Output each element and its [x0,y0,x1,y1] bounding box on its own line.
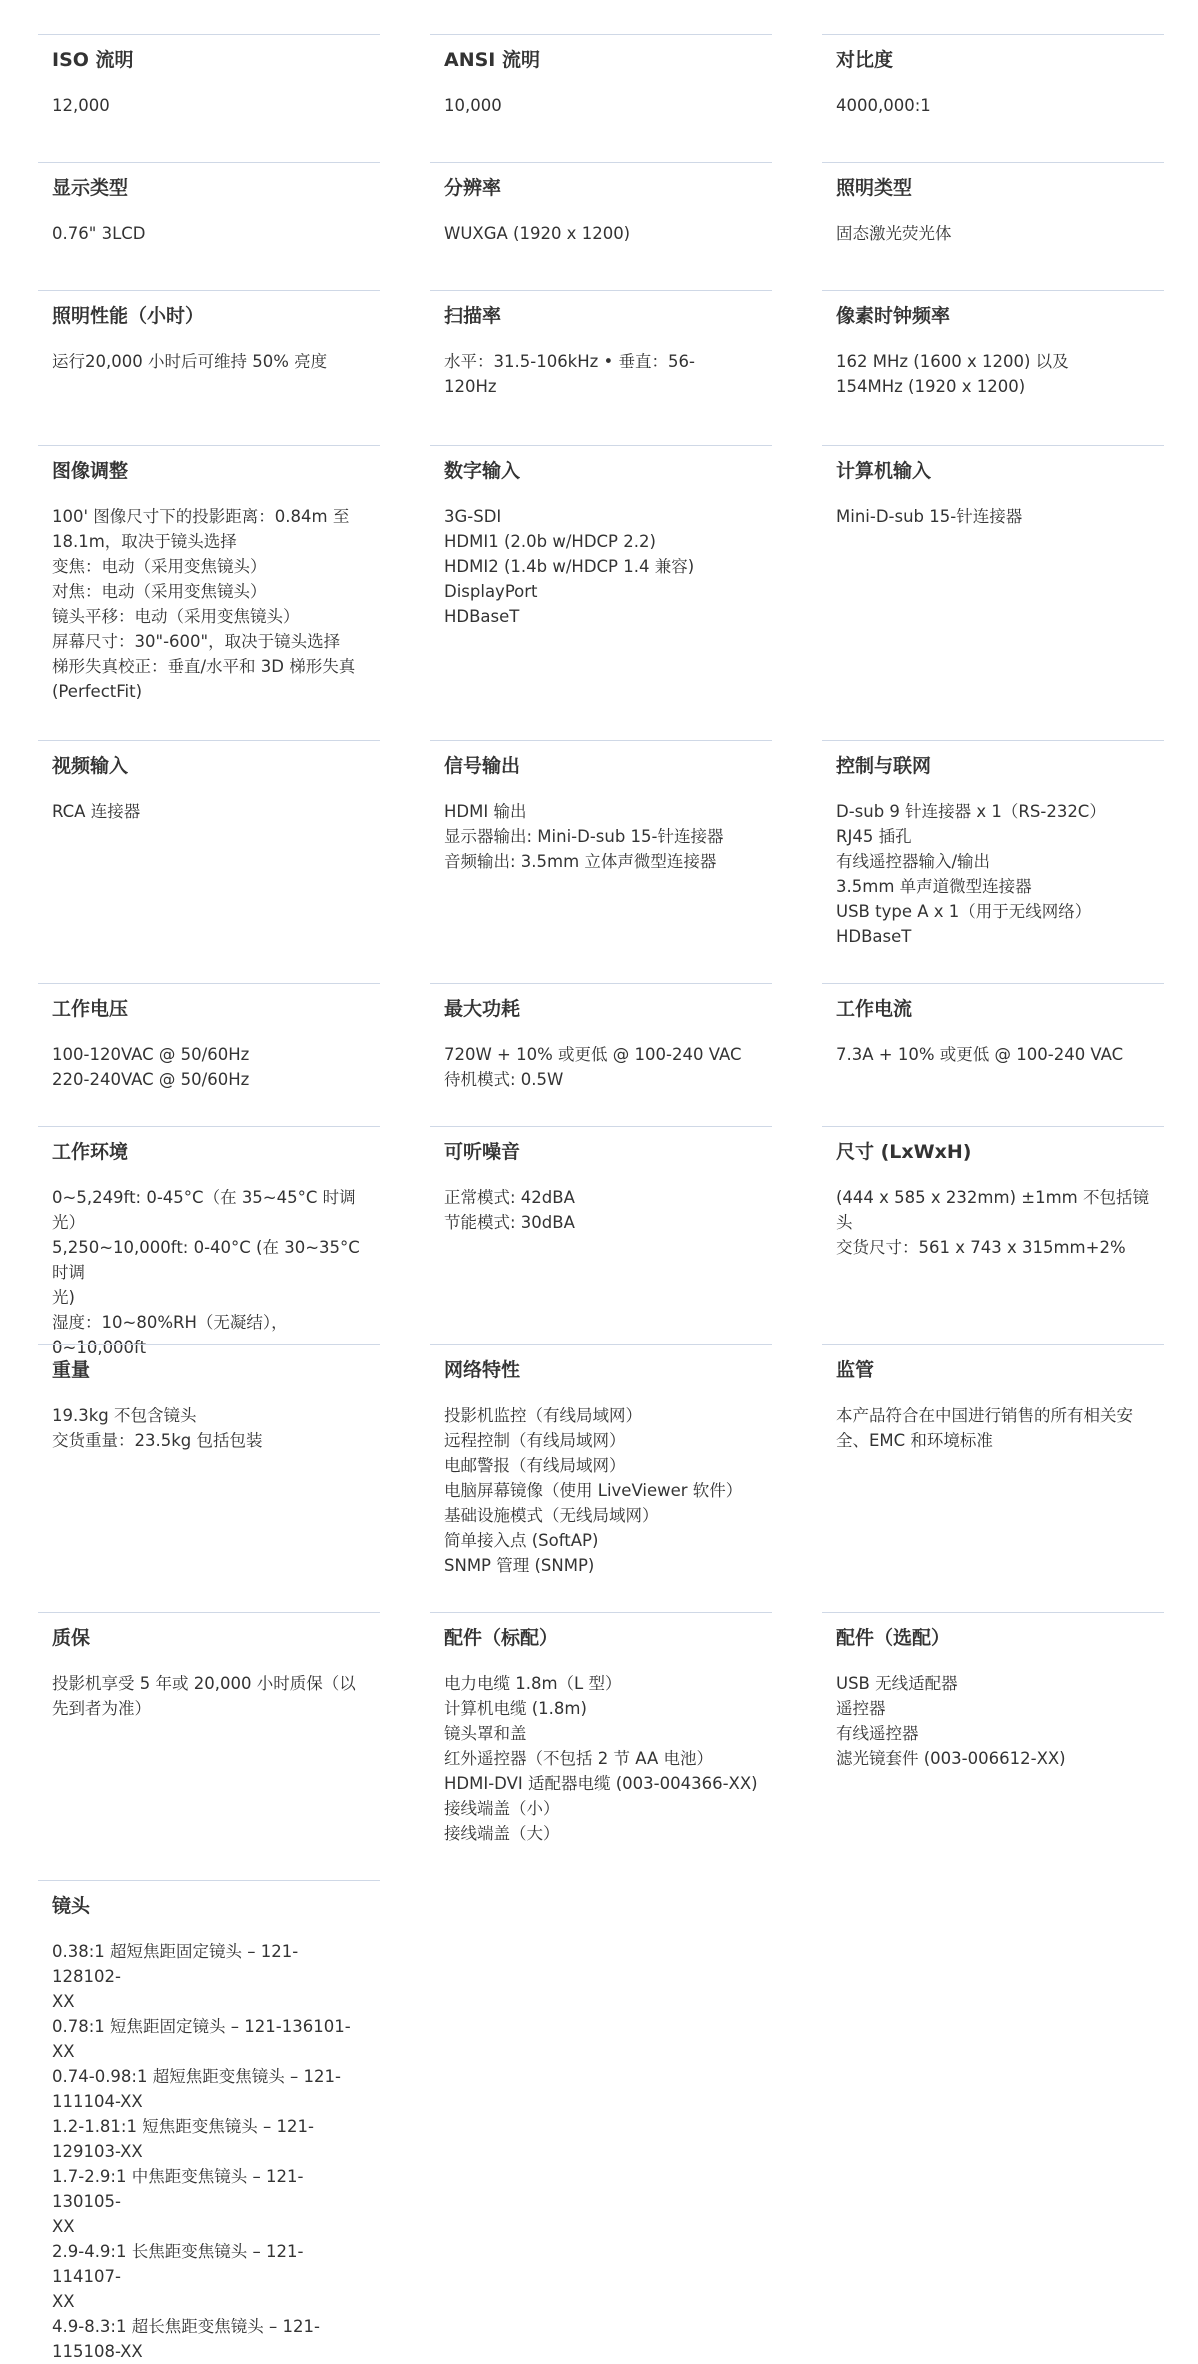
spec-title: 网络特性 [444,1359,521,1381]
spec-value [52,799,366,824]
spec-title: 工作环境 [52,1141,129,1163]
spec-line: 4000,000:1 [836,96,931,115]
spec-value [444,1403,758,1578]
spec-line: HDMI 输出 [444,802,527,821]
spec-line: 交货尺寸：561 x 743 x 315mm+2% [836,1238,1126,1257]
spec-title: 可听噪音 [444,1141,521,1163]
spec-line: 变焦：电动（采用变焦镜头） [52,557,267,576]
spec-line: Mini-D-sub 15-针连接器 [836,507,1023,526]
spec-image-adjustment [38,445,380,740]
spec-value [52,221,366,246]
spec-accessories-optional [822,1612,1164,1880]
spec-value [836,221,1150,246]
spec-line: XX [52,1992,75,2011]
spec-line: 7.3A + 10% 或更低 @ 100-240 VAC [836,1045,1124,1064]
spec-line: 交货重量：23.5kg 包括包装 [52,1431,263,1450]
spec-line: 100' 图像尺寸下的投影距离：0.84m 至 [52,507,350,526]
spec-line: 水平：31.5-106kHz • 垂直：56- [444,352,695,371]
spec-line: 正常模式: 42dBA [444,1188,575,1207]
spec-line: 运行20,000 小时后可维持 50% 亮度 [52,352,328,371]
spec-title: 尺寸 (LxWxH) [836,1141,972,1163]
spec-value [52,1939,366,2364]
spec-line: RCA 连接器 [52,802,141,821]
spec-line: 5,250~10,000ft: 0-40°C (在 30~35°C 时调 [52,1238,360,1282]
spec-line: 待机模式: 0.5W [444,1070,564,1089]
spec-value [836,504,1150,529]
spec-line: 111104-XX [52,2092,143,2111]
spec-line: 18.1m，取决于镜头选择 [52,532,237,551]
spec-title: 照明性能（小时） [52,305,205,327]
spec-line: HDMI-DVI 适配器电缆 (003-004366-XX) [444,1774,758,1793]
spec-line: WUXGA (1920 x 1200) [444,224,631,243]
spec-title: 像素时钟频率 [836,305,951,327]
spec-line: XX [52,2292,75,2311]
spec-value [444,349,758,399]
spec-line: (444 x 585 x 232mm) ±1mm 不包括镜头 [836,1188,1149,1232]
spec-title: ISO 流明 [52,49,134,71]
spec-line: 4.9-8.3:1 超长焦距变焦镜头 – 121- [52,2317,320,2336]
spec-line: 滤光镜套件 (003-006612-XX) [836,1749,1066,1768]
spec-illumination-performance [38,290,380,445]
spec-value [52,1403,366,1453]
spec-line: USB type A x 1（用于无线网络） [836,902,1092,921]
spec-line: 220-240VAC @ 50/60Hz [52,1070,250,1089]
spec-line: 接线端盖（大） [444,1824,560,1843]
spec-value [444,1042,758,1092]
spec-title: 图像调整 [52,460,129,482]
spec-scan-rate [430,290,772,445]
spec-line: 光) [52,1288,75,1307]
spec-value [444,93,758,118]
spec-line: HDMI2 (1.4b w/HDCP 1.4 兼容) [444,557,695,576]
spec-value [444,799,758,874]
spec-value [52,1671,366,1721]
spec-value [52,1042,366,1092]
spec-line: 12,000 [52,96,110,115]
spec-line: XX [52,2217,75,2236]
spec-line: 本产品符合在中国进行销售的所有相关安 [836,1406,1133,1425]
spec-line: (PerfectFit) [52,682,143,701]
spec-line: 2.9-4.9:1 长焦距变焦镜头 – 121-114107- [52,2242,304,2286]
spec-title: ANSI 流明 [444,49,540,71]
spec-line: 1.7-2.9:1 中焦距变焦镜头 – 121-130105- [52,2167,304,2211]
spec-resolution [430,162,772,290]
spec-value [52,1185,366,1360]
spec-value [836,1403,1150,1453]
spec-title: 信号输出 [444,755,521,777]
spec-line: 投影机监控（有线局域网） [444,1406,642,1425]
spec-line: 湿度：10~80%RH（无凝结）， [52,1313,288,1332]
spec-digital-input [430,445,772,740]
spec-line: DisplayPort [444,582,538,601]
spec-value [836,1671,1150,1771]
spec-control-network [822,740,1164,983]
spec-audible-noise [430,1126,772,1344]
spec-title: 控制与联网 [836,755,932,777]
spec-signal-output [430,740,772,983]
spec-value [444,504,758,629]
spec-line: 100-120VAC @ 50/60Hz [52,1045,250,1064]
spec-line: HDBaseT [444,607,520,626]
spec-value [836,93,1150,118]
spec-title: 工作电流 [836,998,913,1020]
spec-line: 0.78:1 短焦距固定镜头 – 121-136101-XX [52,2017,351,2061]
spec-line: 镜头罩和盖 [444,1724,527,1743]
spec-lenses [38,1880,380,2361]
spec-value [52,349,366,374]
spec-line: 接线端盖（小） [444,1799,560,1818]
spec-line: 129103-XX [52,2142,143,2161]
spec-line: 0.76" 3LCD [52,224,146,243]
spec-display-type [38,162,380,290]
spec-max-power [430,983,772,1126]
spec-weight [38,1344,380,1612]
spec-line: D-sub 9 针连接器 x 1（RS-232C） [836,802,1106,821]
spec-value [444,1185,758,1235]
spec-line: SNMP 管理 (SNMP) [444,1556,595,1575]
spec-regulatory [822,1344,1164,1612]
spec-line: 有线遥控器 [836,1724,919,1743]
spec-line: 120Hz [444,377,497,396]
spec-line: 红外遥控器（不包括 2 节 AA 电池） [444,1749,714,1768]
spec-title: 重量 [52,1359,91,1381]
spec-line: HDMI1 (2.0b w/HDCP 2.2) [444,532,656,551]
spec-title: 配件（选配） [836,1627,951,1649]
spec-title: 视频输入 [52,755,129,777]
spec-line: 0.38:1 超短焦距固定镜头 – 121-128102- [52,1942,299,1986]
spec-grid [38,34,1168,2361]
spec-line: 节能模式: 30dBA [444,1213,575,1232]
spec-line: 19.3kg 不包含镜头 [52,1406,197,1425]
spec-value [836,349,1150,399]
spec-line: 固态激光荧光体 [836,224,952,243]
spec-value [836,1185,1150,1260]
spec-title: 工作电压 [52,998,129,1020]
spec-title: 镜头 [52,1895,91,1917]
spec-title: 质保 [52,1627,91,1649]
spec-line: 电力电缆 1.8m（L 型） [444,1674,622,1693]
spec-title: 分辨率 [444,177,502,199]
spec-video-input [38,740,380,983]
spec-title: 照明类型 [836,177,913,199]
spec-line: 镜头平移：电动（采用变焦镜头） [52,607,300,626]
spec-accessories-standard [430,1612,772,1880]
spec-line: 0.74-0.98:1 超短焦距变焦镜头 – 121- [52,2067,341,2086]
spec-line: 远程控制（有线局域网） [444,1431,626,1450]
spec-line: 简单接入点 (SoftAP) [444,1531,599,1550]
spec-line: 显示器输出: Mini-D-sub 15-针连接器 [444,827,724,846]
spec-warranty [38,1612,380,1880]
spec-line: 梯形失真校正：垂直/水平和 3D 梯形失真 [52,657,356,676]
spec-title: 监管 [836,1359,875,1381]
spec-iso-lumens [38,34,380,162]
spec-line: 3G-SDI [444,507,502,526]
spec-line: 有线遥控器输入/输出 [836,852,991,871]
spec-line: 全、EMC 和环境标准 [836,1431,993,1450]
spec-line: 对焦：电动（采用变焦镜头） [52,582,267,601]
spec-title: 扫描率 [444,305,502,327]
spec-value [52,93,366,118]
spec-line: 遥控器 [836,1699,886,1718]
spec-title: 最大功耗 [444,998,521,1020]
spec-line: 电邮警报（有线局域网） [444,1456,626,1475]
spec-line: 先到者为准） [52,1699,151,1718]
spec-contrast [822,34,1164,162]
spec-title: 计算机输入 [836,460,932,482]
spec-network-features [430,1344,772,1612]
spec-value [444,221,758,246]
spec-dimensions [822,1126,1164,1344]
spec-line: 0~5,249ft: 0-45°C（在 35~45°C 时调光） [52,1188,356,1232]
spec-line: RJ45 插孔 [836,827,912,846]
spec-line: 0~10,000ft [52,1338,147,1357]
spec-title: 显示类型 [52,177,129,199]
spec-line: 720W + 10% 或更低 @ 100-240 VAC [444,1045,742,1064]
spec-operating-voltage [38,983,380,1126]
spec-pixel-clock [822,290,1164,445]
spec-title: 对比度 [836,49,894,71]
spec-line: 基础设施模式（无线局域网） [444,1506,659,1525]
spec-line: 10,000 [444,96,502,115]
spec-operating-current [822,983,1164,1126]
spec-illumination-type [822,162,1164,290]
spec-operating-environment [38,1126,380,1357]
spec-line: HDBaseT [836,927,912,946]
spec-line: 154MHz (1920 x 1200) [836,377,1026,396]
spec-value [836,799,1150,949]
spec-line: 音频输出: 3.5mm 立体声微型连接器 [444,852,717,871]
spec-line: 115108-XX [52,2342,143,2361]
spec-line: 电脑屏幕镜像（使用 LiveViewer 软件） [444,1481,743,1500]
spec-title: 配件（标配） [444,1627,559,1649]
spec-computer-input [822,445,1164,740]
spec-line: 计算机电缆 (1.8m) [444,1699,587,1718]
spec-line: 162 MHz (1600 x 1200) 以及 [836,352,1069,371]
spec-title: 数字输入 [444,460,521,482]
spec-line: 屏幕尺寸：30"-600"，取决于镜头选择 [52,632,341,651]
spec-value [836,1042,1150,1067]
spec-line: USB 无线适配器 [836,1674,958,1693]
spec-line: 3.5mm 单声道微型连接器 [836,877,1032,896]
spec-line: 投影机享受 5 年或 20,000 小时质保（以 [52,1674,356,1693]
spec-line: 1.2-1.81:1 短焦距变焦镜头 – 121- [52,2117,314,2136]
spec-value [52,504,366,704]
spec-ansi-lumens [430,34,772,162]
spec-value [444,1671,758,1846]
